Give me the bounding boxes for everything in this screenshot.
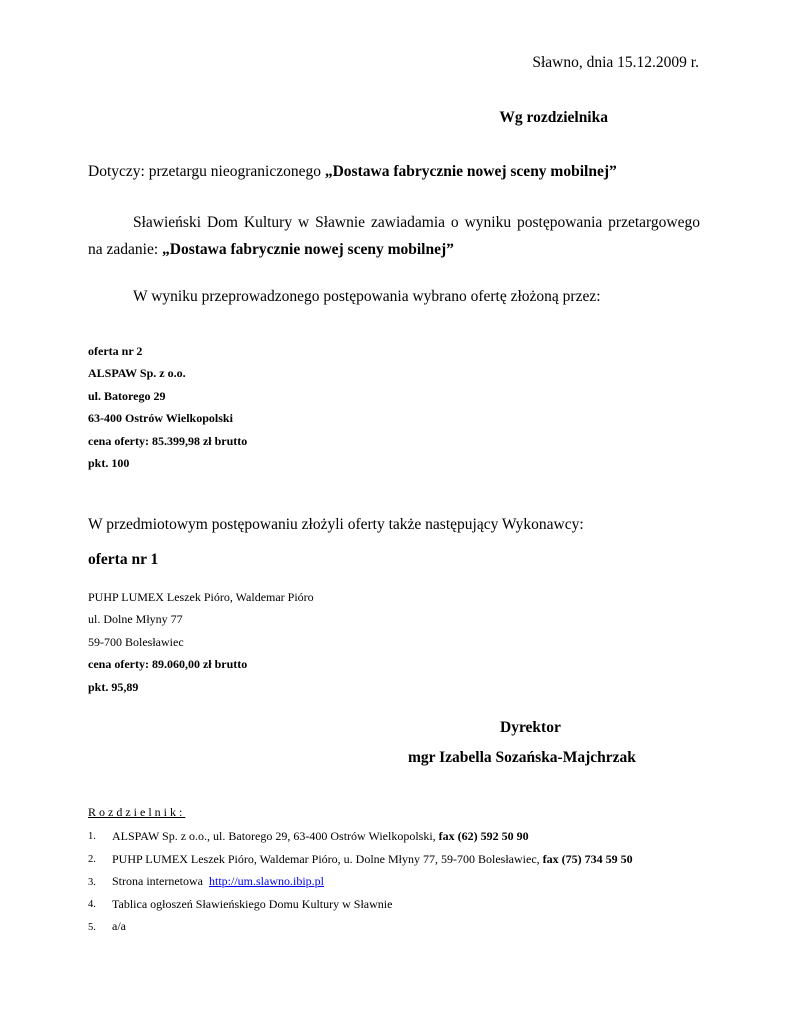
website-link[interactable]: http://um.slawno.ibip.pl bbox=[208, 874, 324, 888]
signature-name: mgr Izabella Sozańska-Majchrzak bbox=[408, 749, 636, 766]
offer1-title: oferta nr 1 bbox=[88, 551, 159, 568]
subject-prefix: Dotyczy: przetargu nieograniczonego bbox=[88, 163, 325, 180]
distribution-num-5: 5. bbox=[88, 922, 96, 933]
distribution-item-2 bbox=[112, 852, 633, 867]
intro-prefix-2: na zadanie: bbox=[88, 241, 163, 258]
intro-line-3: W wyniku przeprowadzonego postępowania wybrano ofertę złożoną przez: bbox=[133, 288, 601, 305]
distribution-num-2: 2. bbox=[88, 854, 96, 865]
offer1-street: ul. Dolne Młyny 77 bbox=[88, 612, 183, 626]
distribution-num-4: 4. bbox=[88, 899, 96, 910]
distribution-fax-2: fax (75) 734 59 50 bbox=[542, 852, 633, 866]
distribution-num-1: 1. bbox=[88, 831, 96, 842]
signature-role: Dyrektor bbox=[500, 719, 561, 736]
winning-offer-street: ul. Batorego 29 bbox=[88, 389, 166, 403]
distribution-item-1 bbox=[112, 829, 529, 844]
other-offers-intro: W przedmiotowym postępowaniu złożyli oferty także następujący Wykonawcy: bbox=[88, 516, 584, 533]
offer1-price: cena oferty: 89.060,00 zł brutto bbox=[88, 657, 248, 671]
winning-offer-price: cena oferty: 85.399,98 zł brutto bbox=[88, 434, 248, 448]
offer1-city: 59-700 Bolesławiec bbox=[88, 635, 184, 649]
subject-line bbox=[88, 163, 617, 181]
intro-line-1 bbox=[88, 214, 700, 232]
offer1-points: pkt. 95,89 bbox=[88, 680, 139, 694]
offer1-company: PUHP LUMEX Leszek Pióro, Waldemar Pióro bbox=[88, 590, 314, 604]
distribution-item-4: Tablica ogłoszeń Sławieńskiego Domu Kultury w Sławnie bbox=[112, 897, 393, 911]
distribution-label: Rozdzielnik: bbox=[88, 805, 186, 819]
place-date: Sławno, dnia 15.12.2009 r. bbox=[532, 54, 699, 71]
winning-offer-number: oferta nr 2 bbox=[88, 344, 143, 358]
winning-offer-city: 63-400 Ostrów Wielkopolski bbox=[88, 411, 233, 425]
subject-title: „Dostawa fabrycznie nowej sceny mobilnej” bbox=[324, 163, 617, 180]
distribution-heading: Wg rozdzielnika bbox=[499, 109, 608, 126]
distribution-text-3: Strona internetowa bbox=[112, 874, 209, 888]
winning-offer-company: ALSPAW Sp. z o.o. bbox=[88, 366, 186, 380]
distribution-fax-1: fax (62) 592 50 90 bbox=[438, 829, 529, 843]
winning-offer-points: pkt. 100 bbox=[88, 456, 130, 470]
intro-title-2: „Dostawa fabrycznie nowej sceny mobilnej” bbox=[162, 241, 454, 258]
distribution-item-5: a/a bbox=[112, 919, 126, 933]
distribution-num-3: 3. bbox=[88, 877, 96, 888]
distribution-text-2: PUHP LUMEX Leszek Pióro, Waldemar Pióro, u. Dolne Młyny 77, 59-700 Bolesławiec, bbox=[112, 852, 543, 866]
distribution-text-1: ALSPAW Sp. z o.o., ul. Batorego 29, 63-400 Ostrów Wielkopolski, bbox=[112, 829, 439, 843]
distribution-item-3 bbox=[112, 874, 324, 889]
intro-line-2 bbox=[88, 241, 454, 259]
intro-text-1: Sławieński Dom Kultury w Sławnie zawiadamia o wyniku postępowania przetargowego bbox=[133, 214, 700, 231]
